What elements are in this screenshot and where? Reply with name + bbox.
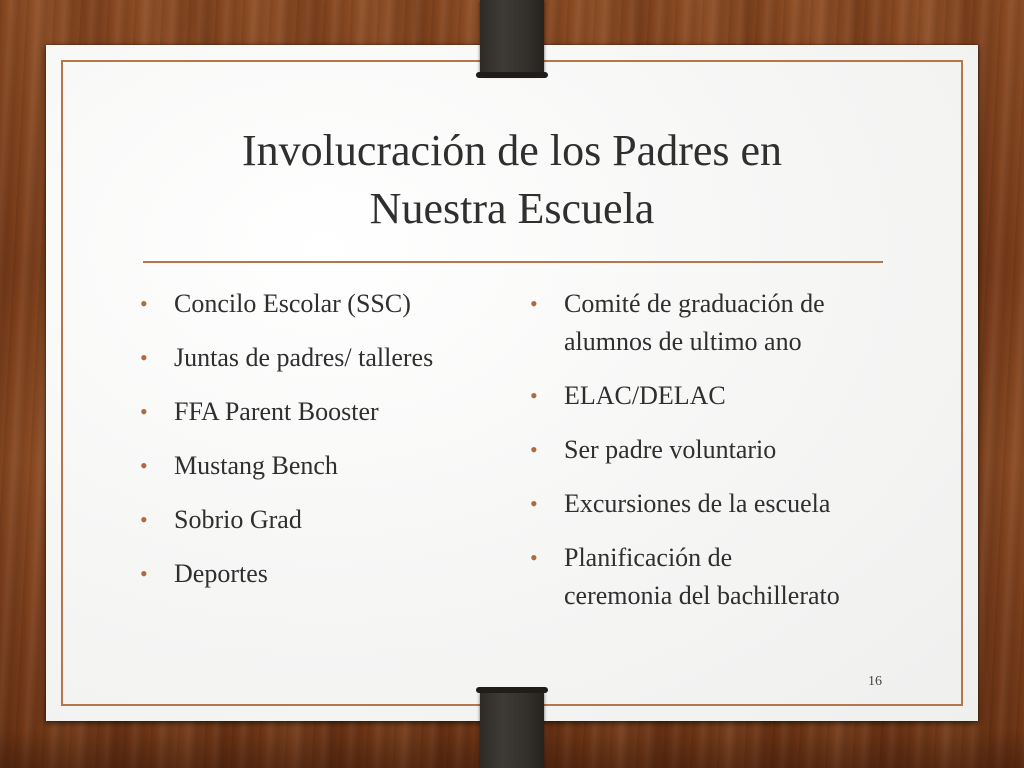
list-item [530,539,910,615]
list-item [140,339,500,377]
bullet-icon: • [530,491,538,516]
slide-title [120,122,904,238]
right-bullet-list [530,285,910,631]
bullet-icon: • [140,291,148,316]
list-item-text: Concilo Escolar (SSC) [174,289,411,318]
top-clip-strap [480,0,544,75]
list-item-text-line-1: Planificación de [564,543,733,572]
list-item-text: Ser padre voluntario [564,435,777,464]
page-number: 16 [868,674,882,689]
list-item [140,447,500,485]
list-item [530,485,910,523]
bullet-icon: • [140,345,148,370]
list-item [140,501,500,539]
bullet-icon: • [140,507,148,532]
list-item [530,285,910,361]
list-item [140,285,500,323]
list-item-text: Mustang Bench [174,451,338,480]
list-item-text: ELAC/DELAC [564,381,726,410]
list-item-text: Sobrio Grad [174,505,302,534]
bullet-icon: • [140,399,148,424]
list-item-text: Juntas de padres/ talleres [174,343,434,372]
bullet-icon: • [140,453,148,478]
bullet-icon: • [530,437,538,462]
list-item-text-line-1: Comité de graduación de [564,289,825,318]
left-bullet-list [140,285,500,609]
list-item [530,431,910,469]
bullet-icon: • [140,561,148,586]
list-item [530,377,910,415]
list-item-text: Excursiones de la escuela [564,489,831,518]
list-item [140,393,500,431]
list-item-text-line-2: alumnos de ultimo ano [564,327,802,356]
slide-title-line-2: Nuestra Escuela [369,184,655,233]
list-item-text-line-2: ceremonia del bachillerato [564,581,840,610]
list-item-text: FFA Parent Booster [174,397,379,426]
bullet-icon: • [530,383,538,408]
bullet-icon: • [530,291,538,316]
bullet-icon: • [530,545,538,570]
title-divider [143,261,883,263]
bottom-clip-strap [480,690,544,768]
slide-title-line-1: Involucración de los Padres en [241,126,783,175]
list-item [140,555,500,593]
list-item-text: Deportes [174,559,268,588]
